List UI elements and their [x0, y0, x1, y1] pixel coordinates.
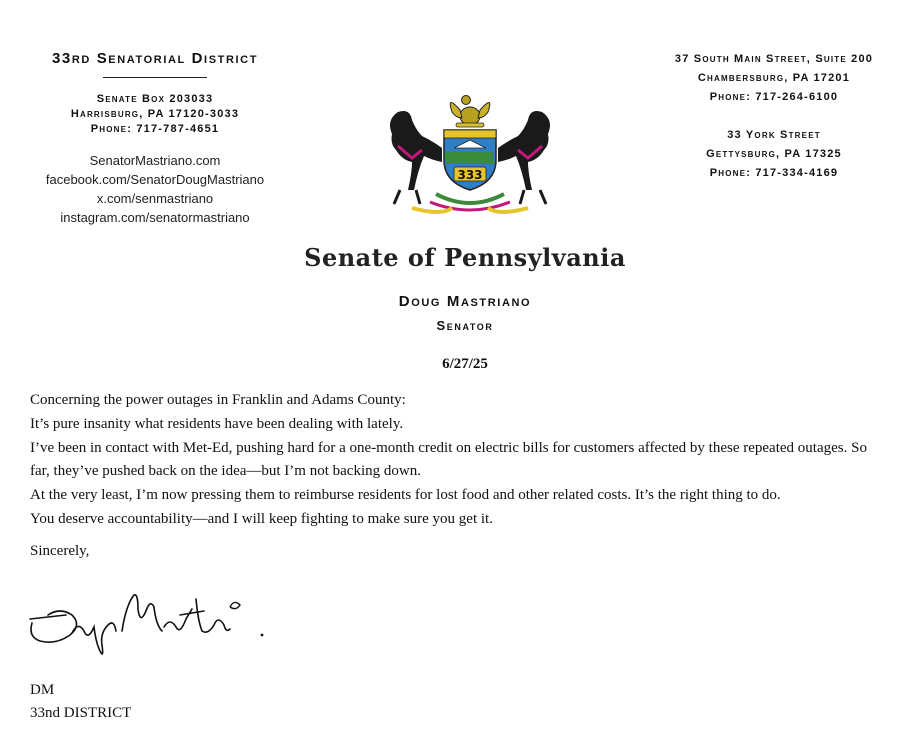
- seal-shield-text: 333: [457, 168, 483, 182]
- senate-title: Senate of Pennsylvania: [304, 243, 626, 272]
- harrisburg-city-line: Harrisburg, PA 17120-3033: [70, 108, 240, 120]
- left-horse-icon: [390, 111, 442, 204]
- body-paragraph: At the very least, I’m now pressing them to reimburse residents for lost food and other related costs. It’s the right thing to do.: [30, 487, 781, 504]
- eagle-crest-icon: [450, 96, 490, 128]
- web-links: [20, 151, 290, 227]
- harrisburg-phone-line: Phone: 717-787-4651: [90, 123, 220, 135]
- signer-district: 33nd DISTRICT: [30, 705, 132, 721]
- body-paragraph: You deserve accountability—and I will keep fighting to make sure you get it.: [30, 510, 493, 527]
- senate-box-line: Senate Box 203033: [96, 93, 214, 105]
- senator-name: Doug Mastriano: [398, 293, 532, 310]
- header-divider: [103, 77, 207, 78]
- gettysburg-city-line: Gettysburg, PA 17325: [706, 148, 842, 160]
- letter-date: 6/27/25: [442, 356, 488, 372]
- shield-icon: [444, 130, 496, 190]
- signer-initials: DM: [30, 682, 55, 698]
- body-paragraph: I’ve been in contact with Met-Ed, pushing hard for a one-month credit on electric bills for customers affected by these repeated outages. So far, they’ve pushed back on the idea—but I’m not backing down.: [30, 439, 867, 480]
- gettysburg-street-line: 33 York Street: [727, 129, 821, 141]
- body-paragraph: Concerning the power outages in Franklin and Adams County:: [30, 392, 406, 408]
- chambersburg-phone-line: Phone: 717-264-6100: [709, 91, 839, 103]
- letterhead-left: [20, 50, 290, 227]
- signature-icon: [26, 585, 276, 665]
- x-link[interactable]: x.com/senmastriano: [96, 191, 214, 206]
- letterhead-right: [656, 50, 892, 183]
- chambersburg-street-line: 37 South Main Street, Suite 200: [674, 53, 874, 65]
- instagram-link[interactable]: instagram.com/senatormastriano: [60, 210, 250, 225]
- closing: Sincerely,: [30, 543, 90, 559]
- senator-role: Senator: [436, 318, 494, 333]
- facebook-link[interactable]: facebook.com/SenatorDougMastriano: [45, 172, 265, 187]
- body-paragraph: It’s pure insanity what residents have been dealing with lately.: [30, 415, 404, 432]
- website-link[interactable]: SenatorMastriano.com: [89, 153, 221, 168]
- right-horse-icon: [498, 111, 550, 204]
- gettysburg-phone-line: Phone: 717-334-4169: [709, 167, 839, 179]
- district-title: 33rd Senatorial District: [51, 50, 259, 67]
- letter-body: [30, 389, 890, 532]
- ribbon-icon: [412, 194, 528, 212]
- chambersburg-city-line: Chambersburg, PA 17201: [697, 72, 851, 84]
- pennsylvania-coat-of-arms-icon: [372, 90, 568, 218]
